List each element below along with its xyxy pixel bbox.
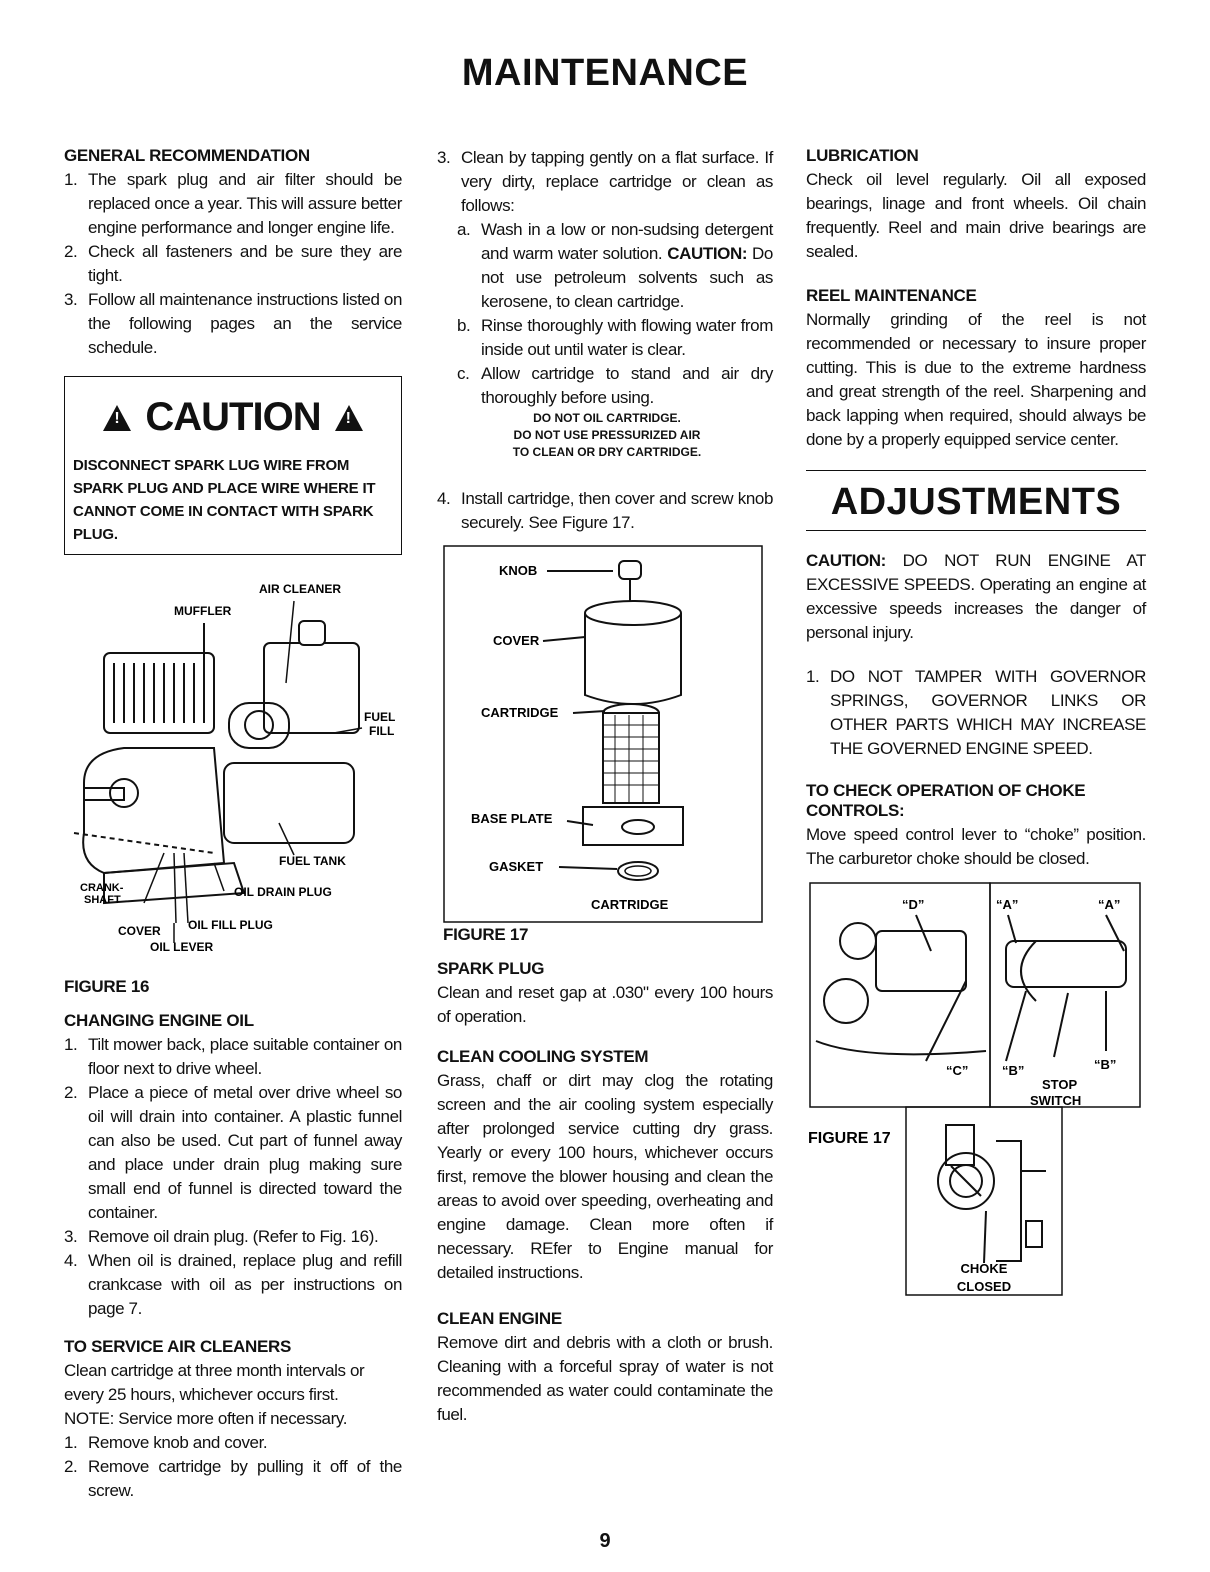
reel-text: Normally grinding of the reel is not recommended or necessary to insure proper cutting. This is due to the extreme hardness and great strength of the reel. Sharpening and back lapping when required, should always be done by a properly equipped service center. — [806, 310, 1146, 449]
list-item: 1. Tilt mower back, place suitable container on floor next to drive wheel. — [64, 1035, 402, 1078]
figure-16-caption: FIGURE 16 — [64, 977, 150, 996]
label-shaft: SHAFT — [84, 894, 121, 906]
figure-16-engine-diagram — [64, 573, 404, 973]
adjustments-caution: CAUTION: DO NOT RUN ENGINE AT EXCESSIVE SPEEDS. Operating an engine at excessive speeds increases the danger of personal injury. — [806, 551, 1146, 642]
air-cleaners-list — [64, 1431, 402, 1503]
label-cartridge: CARTRIDGE — [481, 705, 559, 720]
clean-steps-list — [437, 218, 773, 410]
list-item: 2. Remove cartridge by pulling it off of the screw. — [64, 1457, 402, 1500]
list-item: 2. Place a piece of metal over drive wheel so oil will drain into container. A plastic funnel can also be used. Cut part of funnel away and place under drain plug making sure small end of funnel is directed toward the container. — [64, 1083, 402, 1222]
oil-heading: CHANGING ENGINE OIL — [64, 1011, 254, 1030]
column-middle — [437, 146, 773, 1427]
label-stop: STOP — [1042, 1077, 1078, 1092]
label-choke: CHOKE — [960, 1261, 1008, 1276]
list-item: c. Allow cartridge to stand and air dry thoroughly before using. — [457, 364, 773, 407]
air-cleaners-heading: TO SERVICE AIR CLEANERS — [64, 1337, 292, 1356]
list-item: 3. Follow all maintenance instructions listed on the following pages an the service schedule. — [64, 290, 402, 357]
label-oil-lever: OIL LEVER — [150, 940, 214, 954]
figure-17-caption: FIGURE 17 — [443, 925, 529, 944]
page-number: 9 — [599, 1530, 611, 1552]
air-cleaners-text: Clean cartridge at three month intervals or every 25 hours, whichever occurs first. — [64, 1361, 365, 1404]
air-cleaners-note: NOTE: Service more often if necessary. — [64, 1409, 348, 1428]
clean-engine-text: Remove dirt and debris with a cloth or brush. Cleaning with a forceful spray of water is not recommended as water could contaminate the fuel. — [437, 1333, 773, 1424]
oil-list — [64, 1033, 402, 1321]
spark-plug-text: Clean and reset gap at .030" every 100 hours of operation. — [437, 983, 773, 1026]
reel-heading: REEL MAINTENANCE — [806, 286, 977, 305]
list-item: 4. Install cartridge, then cover and screw knob securely. See Figure 17. — [437, 489, 773, 532]
list-item: 3. Remove oil drain plug. (Refer to Fig. 16). — [64, 1227, 379, 1246]
choke-text: Move speed control lever to “choke” position. The carburetor choke should be closed. — [806, 825, 1146, 868]
label-base-plate: BASE PLATE — [471, 811, 553, 826]
figure-17-choke-diagram — [806, 881, 1146, 1301]
list-item: 4. When oil is drained, replace plug and refill crankcase with oil as per instructions on page 7. — [64, 1251, 402, 1318]
label-oil-fill-plug: OIL FILL PLUG — [188, 918, 273, 932]
label-fill: FILL — [369, 724, 395, 738]
list-item: 3. Clean by tapping gently on a flat surface. If very dirty, replace cartridge or clean as follows: — [437, 148, 773, 215]
label-gasket: GASKET — [489, 859, 544, 874]
label-cover: COVER — [493, 633, 540, 648]
label-oil-drain-plug: OIL DRAIN PLUG — [234, 885, 332, 899]
label-a2: “A” — [1098, 897, 1121, 912]
list-item: 1. Remove knob and cover. — [64, 1433, 268, 1452]
label-d: “D” — [902, 897, 925, 912]
label-a1: “A” — [996, 897, 1019, 912]
label-air-cleaner: AIR CLEANER — [259, 582, 342, 596]
column-left — [64, 146, 402, 1503]
label-b1: “B” — [1002, 1063, 1025, 1078]
label-cartridge-bottom: CARTRIDGE — [591, 897, 669, 912]
lubrication-text: Check oil level regularly. Oil all exposed bearings, linage and front wheels. Oil chain frequently. Reel and main drive bearings are sealed. — [806, 170, 1146, 261]
label-fuel: FUEL — [364, 710, 396, 724]
cartridge-warning: DO NOT OIL CARTRIDGE. DO NOT USE PRESSURIZED AIR TO CLEAN OR DRY CARTRIDGE. — [512, 411, 702, 459]
cooling-heading: CLEAN COOLING SYSTEM — [437, 1047, 649, 1066]
general-list — [64, 168, 402, 360]
label-fuel-tank: FUEL TANK — [279, 854, 346, 868]
warning-triangle-icon — [103, 405, 131, 431]
label-closed: CLOSED — [956, 1279, 1012, 1294]
label-muffler: MUFFLER — [174, 604, 232, 618]
label-b2: “B” — [1094, 1057, 1117, 1072]
list-item: b. Rinse thoroughly with flowing water from inside out until water is clear. — [457, 316, 773, 359]
figure-17-choke-caption: FIGURE 17 — [808, 1130, 891, 1147]
cooling-text: Grass, chaff or dirt may clog the rotating screen and the air cooling system especially after prolonged service cutting dry grass. Yearly or every 100 hours, whichever occurs first, remove the blower housing and clean the areas to avoid over speeding, overheating and engine damage. Clean more often if necessary. REfer to Engine manual for detailed instructions. — [437, 1071, 773, 1282]
general-heading: GENERAL RECOMMENDATION — [64, 146, 310, 165]
label-cover: COVER — [118, 924, 161, 938]
warning-triangle-icon — [335, 405, 363, 431]
adjustments-title: ADJUSTMENTS — [806, 470, 1146, 531]
figure-17-air-cleaner-diagram — [443, 545, 767, 925]
spark-plug-heading: SPARK PLUG — [437, 959, 545, 978]
lubrication-heading: LUBRICATION — [806, 146, 919, 165]
choke-heading: TO CHECK OPERATION OF CHOKE CONTROLS: — [806, 781, 1086, 820]
label-crank: CRANK- — [80, 882, 124, 894]
column-right — [806, 146, 1146, 1301]
clean-engine-heading: CLEAN ENGINE — [437, 1309, 562, 1328]
caution-box — [64, 376, 402, 555]
list-item: 1. DO NOT TAMPER WITH GOVERNOR SPRINGS, GOVERNOR LINKS OR OTHER PARTS WHICH MAY INCREASE THE GOVERNED ENGINE SPEED. — [806, 667, 1146, 758]
list-item: 1. The spark plug and air filter should be replaced once a year. This will assure better engine performance and longer engine life. — [64, 170, 402, 237]
page-title: MAINTENANCE — [461, 52, 749, 94]
caution-title: ! CAUTION ! — [73, 395, 393, 440]
label-knob: KNOB — [499, 563, 538, 578]
label-c: “C” — [946, 1063, 969, 1078]
list-item: 2. Check all fasteners and be sure they are tight. — [64, 242, 402, 285]
list-item: a. Wash in a low or non-sudsing detergent and warm water solution. CAUTION: Do not use petroleum solvents such as kerosene, to clean cartridge. — [457, 220, 773, 311]
caution-text: DISCONNECT SPARK LUG WIRE FROM SPARK PLUG AND PLACE WIRE WHERE IT CANNOT COME IN CONTACT WITH SPARK PLUG. — [73, 457, 376, 543]
label-switch: SWITCH — [1030, 1093, 1082, 1108]
